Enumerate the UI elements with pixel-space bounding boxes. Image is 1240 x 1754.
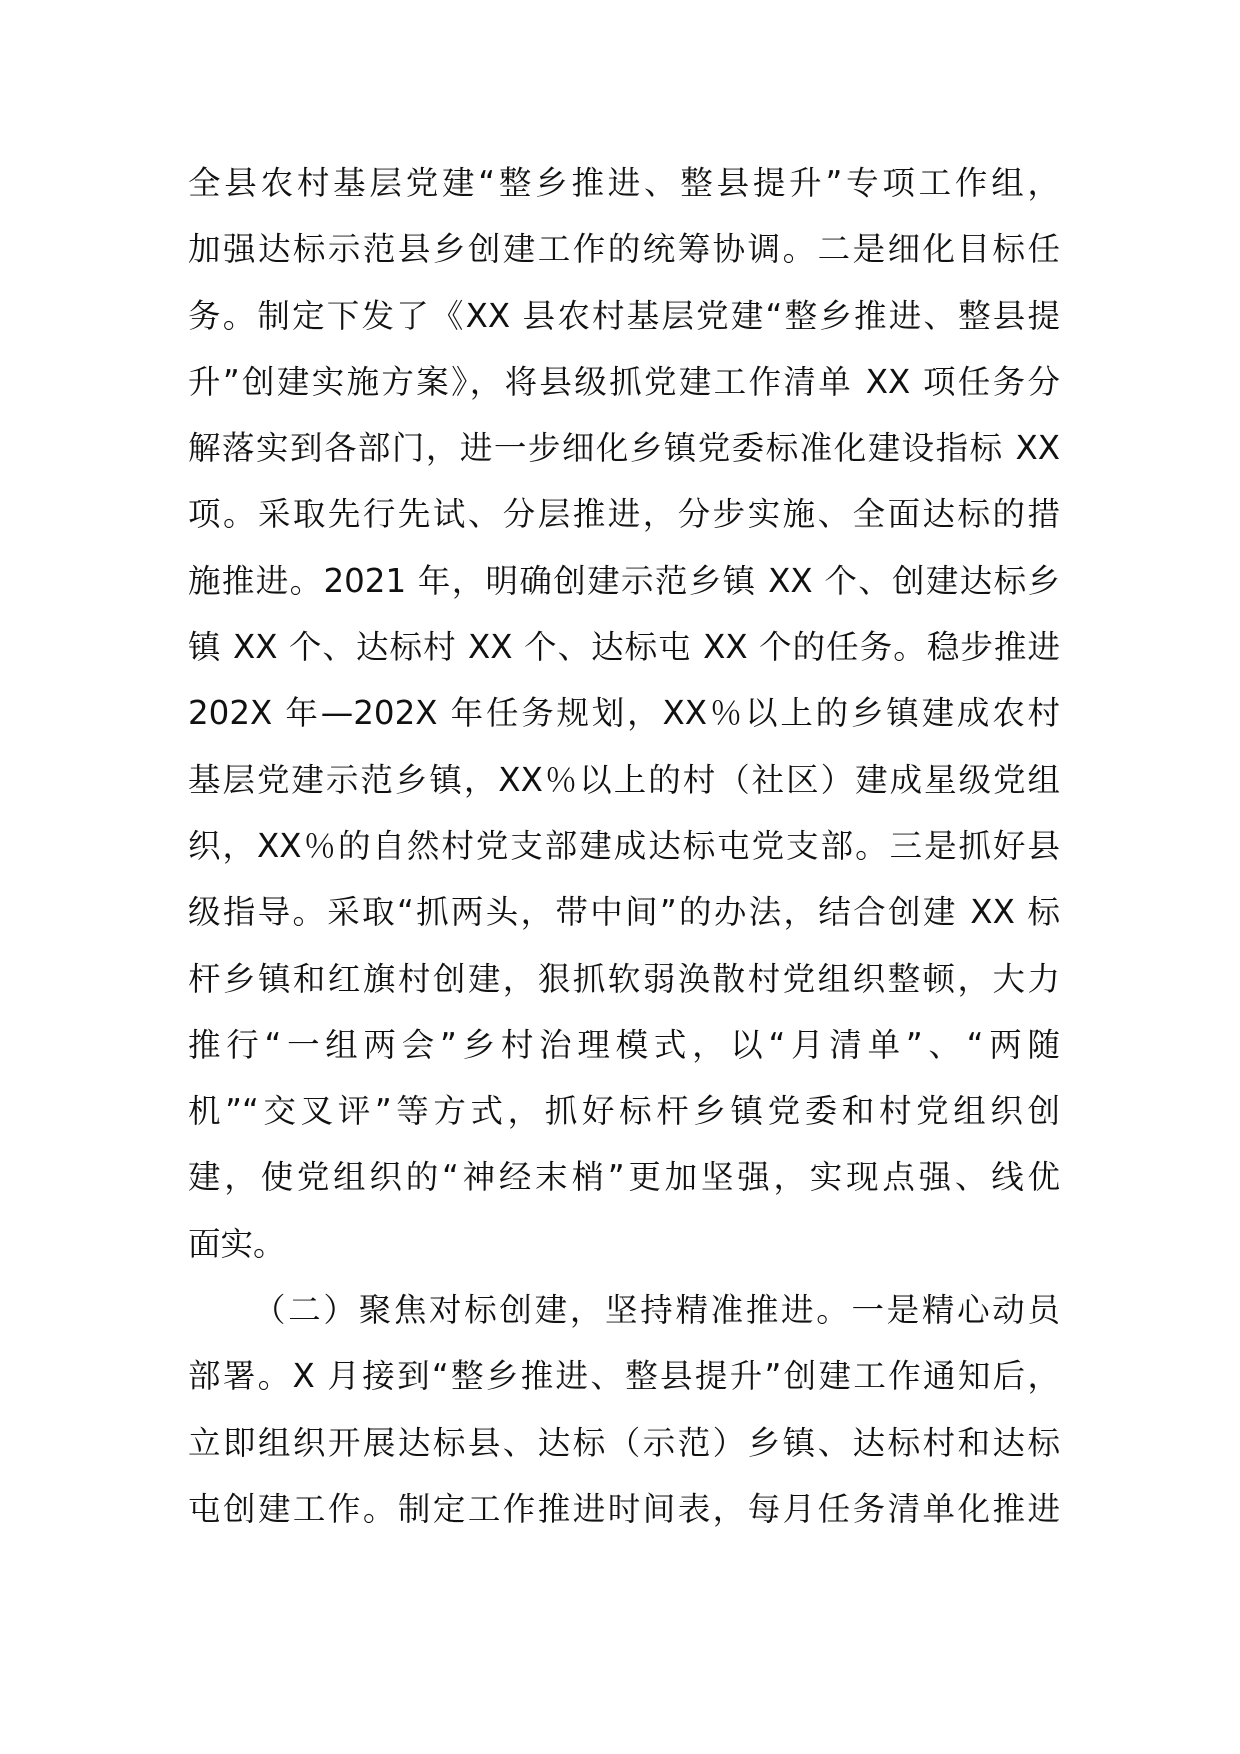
paragraph-1-line: 推行“一组两会”乡村治理模式，以“月清单”、“两随 — [188, 1025, 1060, 1064]
paragraph-2-line: 屯创建工作。制定工作推进时间表，每月任务清单化推进 — [188, 1489, 1060, 1528]
paragraph-1-line: 建，使党组织的“神经末梢”更加坚强，实现点强、线优 — [188, 1158, 1060, 1197]
paragraph-1-line: 项。采取先行先试、分层推进，分步实施、全面达标的措 — [188, 495, 1060, 534]
paragraph-1-line: 施推进。2021 年，明确创建示范乡镇 XX 个、创建达标乡 — [188, 561, 1060, 600]
paragraph-1-line: 机”“交叉评”等方式，抓好标杆乡镇党委和村党组织创 — [188, 1092, 1060, 1131]
paragraph-1-line: 加强达标示范县乡创建工作的统筹协调。二是细化目标任 — [188, 230, 1060, 269]
paragraph-1-line: 杆乡镇和红旗村创建，狠抓软弱涣散村党组织整顿，大力 — [188, 959, 1060, 998]
paragraph-2-line: （二）聚焦对标创建，坚持精准推进。一是精心动员 — [253, 1291, 1060, 1330]
paragraph-2 — [188, 1277, 1060, 1542]
document-body — [188, 150, 1060, 1542]
paragraph-1-line: 202X 年—202X 年任务规划，XX％以上的乡镇建成农村 — [188, 694, 1060, 733]
paragraph-1-line: 务。制定下发了《XX 县农村基层党建“整乡推进、整县提 — [188, 296, 1060, 335]
paragraph-1-line: 面实。 — [188, 1224, 286, 1263]
paragraph-1 — [188, 150, 1060, 1277]
paragraph-1-line: 解落实到各部门，进一步细化乡镇党委标准化建设指标 XX — [188, 429, 1060, 468]
paragraph-1-line: 全县农村基层党建“整乡推进、整县提升”专项工作组， — [188, 164, 1060, 202]
paragraph-1-line: 镇 XX 个、达标村 XX 个、达标屯 XX 个的任务。稳步推进 — [188, 628, 1060, 667]
paragraph-1-line: 升”创建实施方案》，将县级抓党建工作清单 XX 项任务分 — [188, 362, 1060, 401]
paragraph-2-line: 部署。X 月接到“整乡推进、整县提升”创建工作通知后， — [188, 1357, 1060, 1396]
paragraph-1-line: 织，XX％的自然村党支部建成达标屯党支部。三是抓好县 — [188, 826, 1060, 865]
paragraph-2-line: 立即组织开展达标县、达标（示范）乡镇、达标村和达标 — [188, 1423, 1060, 1462]
paragraph-1-line: 级指导。采取“抓两头，带中间”的办法，结合创建 XX 标 — [188, 893, 1060, 932]
paragraph-1-line: 基层党建示范乡镇，XX％以上的村（社区）建成星级党组 — [188, 760, 1060, 799]
